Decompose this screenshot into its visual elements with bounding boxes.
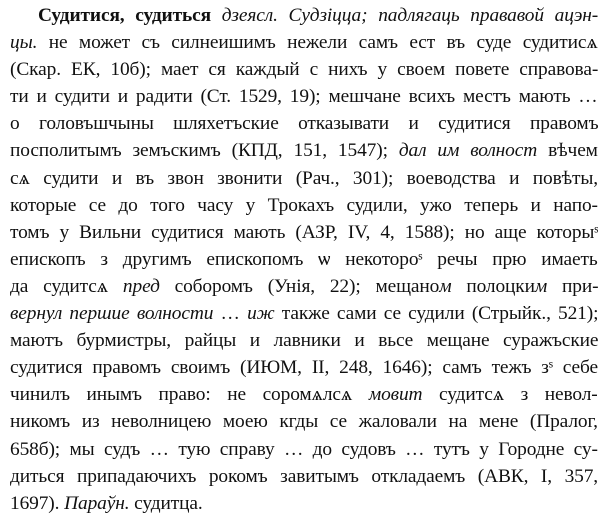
entry-line xyxy=(10,354,598,381)
headword: Судитися, судиться xyxy=(38,5,211,26)
entry-text: полоцки xyxy=(451,275,535,297)
entry-text: которые се до того часу у Трокахъ судили, ужо теперь и напо- xyxy=(10,194,598,216)
italic-text: м xyxy=(534,275,548,297)
entry-line xyxy=(10,110,598,137)
entry-line xyxy=(10,29,598,56)
entry-line xyxy=(10,137,598,164)
entry-text: да судитсѧ xyxy=(10,275,123,297)
entry-line xyxy=(10,83,598,110)
italic-text: пред xyxy=(122,275,160,297)
italic-text: мовит xyxy=(368,384,423,406)
entry-line xyxy=(10,463,598,490)
italic-text: дзеясл. Судзіцца; падлягаць прававой ацэн- xyxy=(221,5,598,26)
entry-text: … xyxy=(213,303,248,325)
entry-line xyxy=(10,192,598,219)
entry-text: судитца. xyxy=(129,492,203,514)
entry-text: никомъ из неволницею моею кгды се жаловали на мене (Пралог, xyxy=(10,411,598,433)
entry-text: чинилъ инымъ право: не соромѧлсѧ xyxy=(10,384,369,406)
entry-text: не может съ силнеишимъ нежели самъ ест въ суде судитисѧ xyxy=(37,32,598,54)
entry-line xyxy=(10,246,598,273)
entry-text: о головъшчыны шляхетъские отказывати и судитися правомъ xyxy=(10,113,598,135)
entry-line xyxy=(10,56,598,83)
entry-text xyxy=(211,5,222,26)
italic-text: дал им волност xyxy=(398,140,538,162)
italic-text: цы. xyxy=(10,32,38,54)
entry-text: (Скар. ЕК, 10б); мает ся каждый с нихъ у своем повете справова- xyxy=(10,59,598,81)
entry-line xyxy=(10,436,598,463)
entry-text: судитсѧ з невол- xyxy=(422,384,598,406)
entry-line xyxy=(10,219,598,246)
entry-text: епископъ з другимъ епископомъ ѡ некоторoˢ речы прю имаеть xyxy=(10,248,598,270)
italic-text: вернул першие волности xyxy=(10,303,214,325)
italic-text: м xyxy=(439,275,452,297)
entry-text: при- xyxy=(547,275,598,297)
entry-line xyxy=(10,327,598,354)
entry-line xyxy=(10,300,598,327)
entry-text: ти и судити и радити (Ст. 1529, 19); мешчане всихъ местъ мають … xyxy=(10,86,598,108)
italic-text: иж xyxy=(247,303,275,325)
entry-text: также сами се судили (Стрыйк., 521); xyxy=(274,303,598,325)
entry-line xyxy=(10,408,598,435)
dictionary-entry xyxy=(10,2,598,517)
entry-text: сѧ судити и въ звон звонити (Рач., 301); воеводства и повѣты, xyxy=(10,167,598,189)
entry-text: соборомъ (Унія, 22); мещано xyxy=(159,275,440,297)
entry-text: диться припадаючихъ рокомъ завитымъ откладаемъ (АВК, I, 357, xyxy=(10,465,598,487)
entry-text: 1697). xyxy=(10,492,65,514)
entry-line xyxy=(10,490,598,517)
entry-text: судитися правомъ своимъ (ИЮМ, II, 248, 1646); самъ тежъ зˢ себе xyxy=(10,357,598,379)
entry-line xyxy=(10,273,598,300)
entry-text: маютъ бурмистры, райцы и лавники и вьсе мещане суражъские xyxy=(10,330,598,352)
entry-text: посполитымъ земъскимъ (КПД, 151, 1547); xyxy=(10,140,399,162)
entry-text: вѣчем xyxy=(537,140,598,162)
entry-text: томъ у Вильни судитися мають (АЗР, IV, 4, 1588); но аще которыˢ xyxy=(10,221,598,243)
italic-text: Параўн. xyxy=(64,492,130,514)
entry-line xyxy=(10,2,598,29)
entry-text: 658б); мы судъ … тую справу … до судовъ … тутъ у Городне су- xyxy=(10,438,598,460)
entry-line xyxy=(10,381,598,408)
entry-line xyxy=(10,165,598,192)
